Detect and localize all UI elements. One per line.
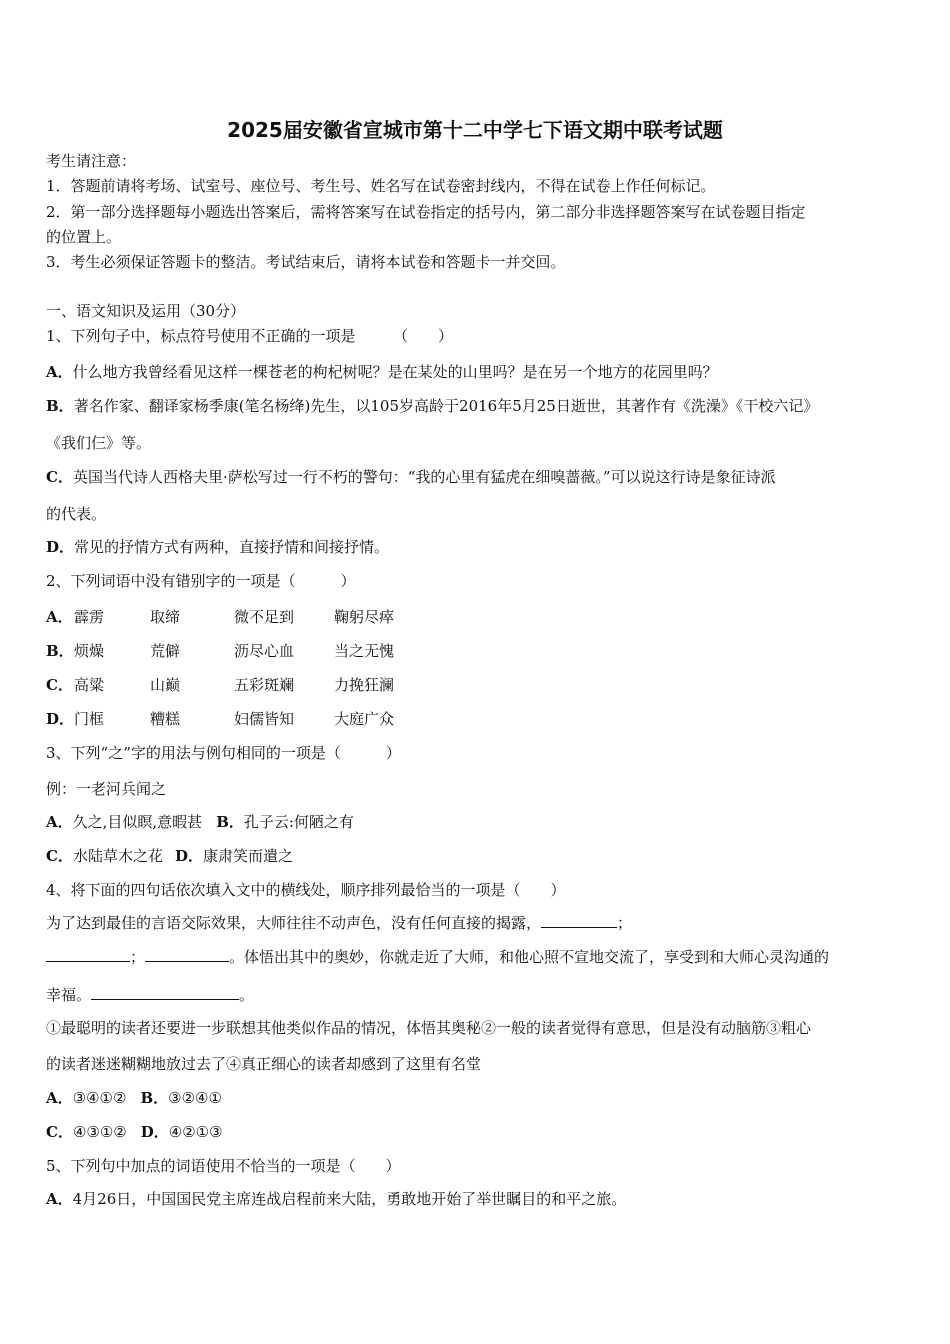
word: 五彩斑斓 <box>234 676 295 694</box>
word: 门框 <box>74 710 105 728</box>
word: 沥尽心血 <box>234 642 295 660</box>
notice-item-1: 1．答题前请将考场、试室号、座位号、考生号、姓名写在试卷密封线内，不得在试卷上作任何标记。 <box>46 177 716 195</box>
passage-text: 为了达到最佳的言语交际效果，大师往往不动声色，没有任何直接的揭露， <box>46 914 542 932</box>
option-text: 康肃笑而遣之 <box>202 847 293 865</box>
option-text: 英国当代诗人西格夫里·萨松写过一行不朽的警句：“我的心里有猛虎在细嗅蔷薇。”可以说这行诗是象征诗派 <box>72 468 776 486</box>
option-label: C． <box>46 847 73 865</box>
option-text: 什么地方我曾经看见这样一棵苍老的枸杞树呢？是在某处的山里吗？是在另一个地方的花园里吗？ <box>72 363 718 381</box>
option-text: ③②④① <box>168 1089 222 1107</box>
option-label: B． <box>46 642 74 660</box>
word: 山巅 <box>150 676 181 694</box>
option-label: C． <box>46 468 73 486</box>
word: 当之无愧 <box>334 642 395 660</box>
word: 大庭广众 <box>334 710 395 728</box>
option-label: D． <box>46 538 75 556</box>
option-label: A． <box>46 608 73 626</box>
option-text: 常见的抒情方式有两种，直接抒情和间接抒情。 <box>74 538 390 556</box>
notice-item-2: 2．第一部分选择题每小题选出答案后，需将答案写在试卷指定的括号内，第二部分非选择题答案写在试卷题目指定 <box>46 203 806 221</box>
q2-option-d <box>46 709 394 729</box>
option-text: ④②①③ <box>168 1123 223 1141</box>
word: 力挽狂澜 <box>334 676 395 694</box>
word: 霹雳 <box>74 608 105 626</box>
q3-stem: 3、下列“之”字的用法与例句相同的一项是（ ） <box>46 744 401 762</box>
q2-stem: 2、下列词语中没有错别字的一项是（ ） <box>46 572 356 590</box>
notice-item-2-cont: 的位置上。 <box>46 228 122 246</box>
q1-option-c <box>46 467 776 487</box>
option-text: 水陆草木之花 <box>72 847 163 865</box>
option-label: C． <box>46 1123 73 1141</box>
option-label: A． <box>46 813 73 831</box>
word: 妇儒皆知 <box>234 710 295 728</box>
answer-blank <box>91 985 239 1000</box>
exam-title: 2025届安徽省宣城市第十二中学七下语文期中联考试题 <box>227 118 723 142</box>
q3-options-cd <box>46 846 293 866</box>
notice-heading: 考生请注意： <box>46 152 137 170</box>
option-label: C． <box>46 676 73 694</box>
q2-option-a <box>46 607 394 627</box>
option-text: 著名作家、翻译家杨季康(笔名杨绛)先生，以105岁高龄于2016年5月25日逝世，其著作有《洗澡》《干校六记》 <box>73 397 819 415</box>
word: 高粱 <box>74 676 105 694</box>
option-text: 孔子云:何陋之有 <box>243 813 354 831</box>
q5-option-a <box>46 1189 626 1209</box>
word: 烦燥 <box>74 642 105 660</box>
q4-options-cd <box>46 1122 223 1142</box>
option-label: A． <box>46 1089 73 1107</box>
q4-passage-line-1 <box>46 913 632 933</box>
notice-item-3: 3．考生必须保证答题卡的整洁。考试结束后，请将本试卷和答题卡一并交回。 <box>46 253 566 271</box>
answer-blank <box>145 947 229 962</box>
q4-sentences-2: 的读者迷迷糊糊地放过去了④真正细心的读者却感到了这里有名堂 <box>46 1055 482 1073</box>
q4-passage-line-2 <box>46 947 829 967</box>
passage-text: 。体悟出其中的奥妙，你就走近了大师，和他心照不宣地交流了，享受到和大师心灵沟通的 <box>229 948 830 966</box>
q1-option-c-cont: 的代表。 <box>46 505 107 523</box>
option-text: 4月26日，中国国民党主席连战启程前来大陆，勇敢地开始了举世瞩目的和平之旅。 <box>72 1190 627 1208</box>
passage-text: 幸福。 <box>46 986 92 1004</box>
option-label: A． <box>46 1190 73 1208</box>
word: 微不足到 <box>234 608 295 626</box>
q1-stem: 1、下列句子中，标点符号使用不正确的一项是 （ ） <box>46 327 454 345</box>
q4-stem: 4、将下面的四句话依次填入文中的横线处，顺序排列最恰当的一项是（ ） <box>46 881 566 899</box>
q1-option-d <box>46 537 389 557</box>
q4-passage-line-3 <box>46 985 254 1005</box>
word: 荒僻 <box>150 642 181 660</box>
option-label: D． <box>140 1123 169 1141</box>
q4-sentences-1: ①最聪明的读者还要进一步联想其他类似作品的情况，体悟其奥秘②一般的读者觉得有意思，但是没有动脑筋③粗心 <box>46 1019 812 1037</box>
q1-option-b-cont: 《我们仨》等。 <box>46 434 152 452</box>
option-label: D． <box>174 847 203 865</box>
option-label: D． <box>46 710 75 728</box>
word: 糟糕 <box>150 710 181 728</box>
answer-blank <box>541 913 617 928</box>
word: 取缔 <box>150 608 181 626</box>
punctuation: ； <box>617 914 633 932</box>
q2-option-c <box>46 675 394 695</box>
word: 鞠躬尽瘁 <box>334 608 395 626</box>
q1-option-a <box>46 362 718 382</box>
punctuation: ； <box>130 948 146 966</box>
option-text: 久之,目似瞑,意暇甚 <box>72 813 203 831</box>
q5-stem: 5、下列句中加点的词语使用不恰当的一项是（ ） <box>46 1157 401 1175</box>
punctuation: 。 <box>239 986 255 1004</box>
option-text: ③④①② <box>72 1089 127 1107</box>
option-label: A． <box>46 363 73 381</box>
option-label: B． <box>46 397 74 415</box>
option-text: ④③①② <box>72 1123 127 1141</box>
q2-option-b <box>46 641 394 661</box>
q3-example: 例：一老河兵闻之 <box>46 780 167 798</box>
section-heading: 一、语文知识及运用（30分） <box>46 302 246 320</box>
q3-options-ab <box>46 812 354 832</box>
answer-blank <box>46 947 130 962</box>
option-label: B． <box>140 1089 169 1107</box>
q4-options-ab <box>46 1088 222 1108</box>
q1-option-b <box>46 396 818 416</box>
option-label: B． <box>216 813 244 831</box>
